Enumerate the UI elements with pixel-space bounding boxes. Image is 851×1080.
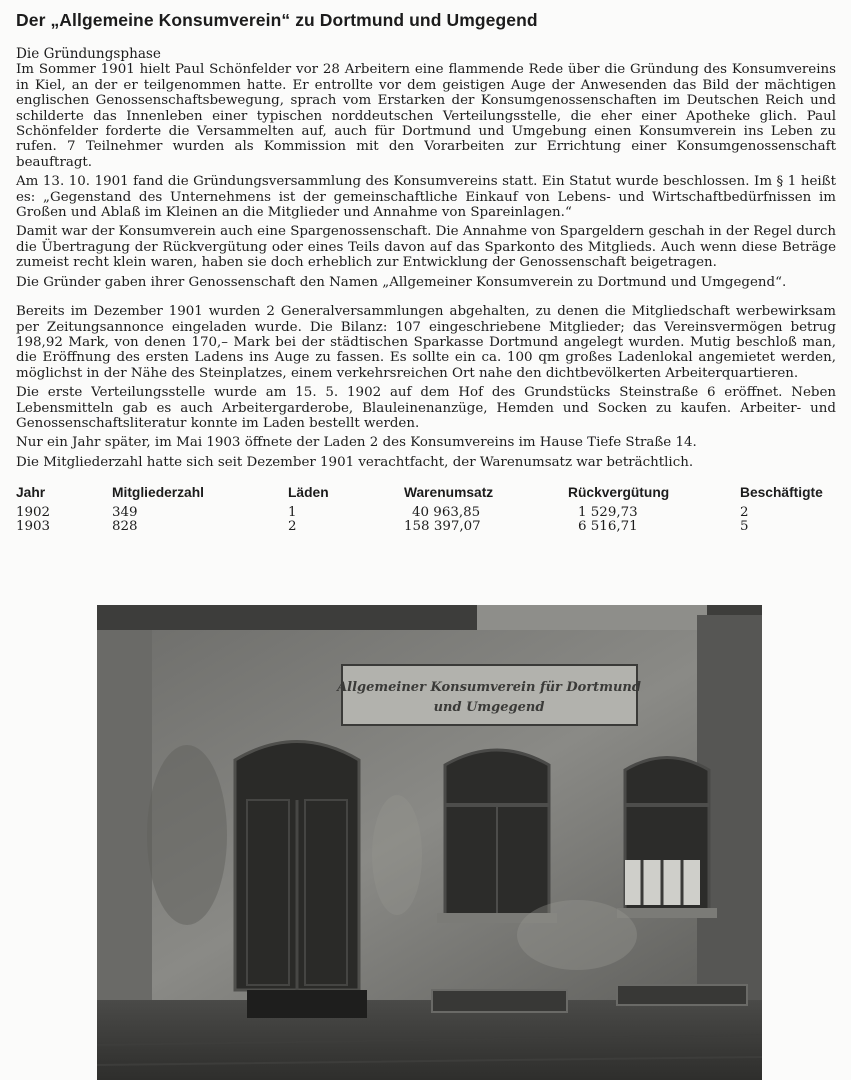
header-warenumsatz: Warenumsatz: [404, 485, 494, 501]
table-row: [16, 506, 846, 520]
window-right-sill: [617, 908, 717, 918]
shop-sign: [342, 665, 637, 725]
door-step: [247, 990, 367, 1018]
shop-sign-line1: Allgemeiner Konsumverein für Dortmund: [337, 680, 641, 695]
paragraph-7: Nur ein Jahr später, im Mai 1903 öffnete der Laden 2 des Konsumvereins im Hause Tiefe Straße 14.: [16, 435, 697, 451]
header-mitgliederzahl: Mitgliederzahl: [112, 485, 204, 501]
header-laeden: Läden: [288, 485, 329, 501]
paragraph-1: Im Sommer 1901 hielt Paul Schönfelder vor 28 Arbeitern eine flammende Rede über die Gründung des Konsumvereins in Kiel, an der er teilgenommen hatte. Er entrollte vor dem geistigen Auge der Anwesenden das Bild der mächtigen englischen Genossenschaftsbewegung, sprach vom Erstarken der Konsumgenossenschaften im Deutschen Reich und schilderte das Innenleben einer typischen norddeutschen Verteilungsstelle, die eher einer Apotheke glich. Paul Schönfelder forderte die Versammelten auf, auch für Dortmund und Umgebung einen Konsumverein ins Leben zu rufen. 7 Teilnehmer wurden als Kommission mit den Vorarbeiten zur Errichtung einer Konsumgenossenschaft beauftragt.: [16, 62, 836, 170]
header-beschaeftigte: Beschäftigte: [740, 485, 823, 501]
wall-stain: [517, 900, 637, 970]
cell-jahr: 1903: [16, 519, 51, 535]
cell-jahr: 1902: [16, 505, 51, 521]
header-rueckverguetung: Rückvergütung: [568, 485, 670, 501]
shop-sign-line2: und Umgegend: [433, 700, 545, 715]
wall-stain: [147, 745, 227, 925]
cell-rueckverguetung: 6 516,71: [578, 519, 638, 535]
cell-mitgliederzahl: 349: [112, 505, 138, 521]
paragraph-5: Bereits im Dezember 1901 wurden 2 Generalversammlungen abgehalten, zu denen die Mitgliedschaft werbewirksam per Zeitungsannonce eingeladen wurde. Die Bilanz: 107 eingeschriebene Mitglieder; das Vereinsvermögen betrug 198,92 Mark, von denen 170,– Mark bei der städtischen Sparkasse Dortmund angelegt wurden. Mutig beschloß man, die Eröffnung des ersten Ladens ins Auge zu fassen. Es sollte ein ca. 100 qm großes Ladenlokal angemietet werden, möglichst in der Nähe des Steinplatzes, einem verkehrsreichen Ort nahe den dichtbevölkerten Arbeiterquartieren.: [16, 304, 836, 381]
paragraph-8: Die Mitgliederzahl hatte sich seit Dezember 1901 verachtfacht, der Warenumsatz war beträchtlich.: [16, 454, 694, 470]
cell-beschaeftigte: 5: [740, 519, 749, 535]
table-row: [16, 520, 846, 534]
page-title: Der „Allgemeine Konsumverein“ zu Dortmund und Umgegend: [16, 10, 538, 30]
paragraph-4: Die Gründer gaben ihrer Genossenschaft den Namen „Allgemeiner Konsumverein zu Dortmund und Umgegend“.: [16, 274, 787, 290]
left-pillar: [97, 630, 152, 1015]
cellar-grate-right: [617, 985, 747, 1005]
cellar-grate-left: [432, 990, 567, 1012]
paragraph-2: Am 13. 10. 1901 fand die Gründungsversammlung des Konsumvereins statt. Ein Statut wurde beschlossen. Im § 1 heißt es: „Gegenstand des Unternehmens ist der gemeinschaftliche Einkauf von Lebens- und Wirtschaftbedürfnissen im Großen und Ablaß im Kleinen an die Mitglieder und Annahme von Spareinlagen.“: [16, 174, 836, 221]
storefront-photo: [97, 605, 762, 1080]
storefront-illustration: [97, 605, 762, 1080]
header-jahr: Jahr: [16, 485, 46, 501]
document-page: [16, 10, 836, 534]
table-header-row: [16, 486, 846, 506]
cell-warenumsatz: 158 397,07: [404, 519, 481, 535]
paragraph-3: Damit war der Konsumverein auch eine Spargenossenschaft. Die Annahme von Spargeldern geschah in der Regel durch die Übertragung der Rückvergütung oder eines Teils davon auf das Sparkonto des Mitglieds. Auch wenn diese Beträge zumeist recht klein waren, haben sie doch erheblich zur Entwicklung der Genossenschaft beigetragen.: [16, 224, 836, 271]
cell-laeden: 1: [288, 505, 297, 521]
cell-laeden: 2: [288, 519, 297, 535]
statistics-table: [16, 486, 846, 534]
cell-mitgliederzahl: 828: [112, 519, 138, 535]
cell-beschaeftigte: 2: [740, 505, 749, 521]
paragraph-6: Die erste Verteilungsstelle wurde am 15. 5. 1902 auf dem Hof des Grundstücks Steinstraße 6 eröffnet. Neben Lebensmitteln gab es auch Arbeitergarderobe, Blauleinenanzüge, Hemden und Socken zu kaufen. Arbeiter- und Genossenschaftsliteratur konnte im Laden bestellt werden.: [16, 385, 836, 431]
wall-stain: [372, 795, 422, 915]
cell-rueckverguetung: 1 529,73: [578, 505, 638, 521]
cell-warenumsatz: 40 963,85: [412, 505, 481, 521]
section-heading: Die Gründungsphase: [16, 46, 161, 62]
